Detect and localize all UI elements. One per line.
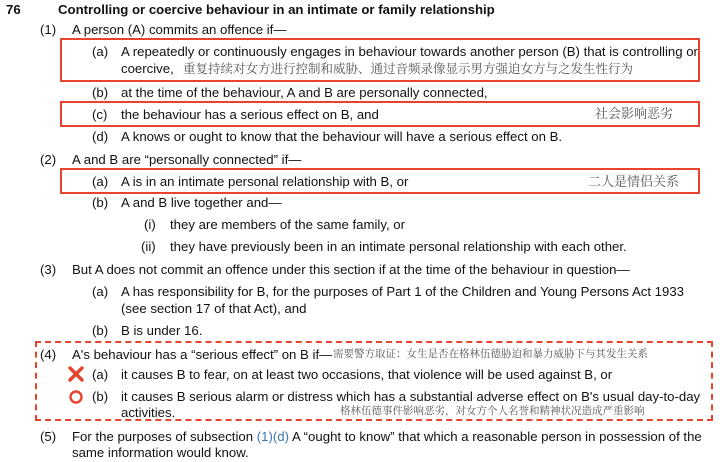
item-2ii-label: (ii) <box>141 239 156 254</box>
item-2i-text: they are members of the same family, or <box>170 217 406 232</box>
item-1a-line1: A repeatedly or continuously engages in behaviour towards another person (B) that is controlling or <box>121 44 698 59</box>
item-4b-label: (b) <box>92 389 109 404</box>
annotation-4b: 格林伍德事件影响恶劣，对女方个人名誉和精神状况造成严重影响 <box>340 405 645 417</box>
subsection-5-line2: same information would know. <box>72 445 249 460</box>
subsection-2-text: A and B are “personally connected” if— <box>72 152 302 167</box>
item-1d-label: (d) <box>92 129 109 144</box>
circle-icon <box>68 389 84 405</box>
subsection-1-text: A person (A) commits an offence if— <box>72 22 287 37</box>
item-1b-text: at the time of the behaviour, A and B are personally connected, <box>121 85 488 100</box>
item-2a-label: (a) <box>92 174 109 189</box>
annotation-4-header: 需要警方取证：女生是否在格林伍德胁迫和暴力威胁下与其发生关系 <box>333 348 648 360</box>
subsection-4-number: (4) <box>40 347 57 362</box>
item-1c-label: (c) <box>92 107 108 122</box>
subsection-3-number: (3) <box>40 262 57 277</box>
subsection-3-text: But A does not commit an offence under this section if at the time of the behaviour in question— <box>72 262 630 277</box>
item-1a-line2: coercive, <box>121 61 174 76</box>
subsection-2-number: (2) <box>40 152 57 167</box>
subsection-5-number: (5) <box>40 429 57 444</box>
item-4b-line2: activities. <box>121 405 176 420</box>
item-3b-label: (b) <box>92 323 109 338</box>
item-3b-text: B is under 16. <box>121 323 203 338</box>
subsection-5-line1 <box>72 428 702 445</box>
item-2ii-text: they have previously been in an intimate personal relationship with each other. <box>170 239 627 254</box>
item-4b-line1: it causes B serious alarm or distress which has a substantial adverse effect on B's usual day-to-day <box>121 389 701 404</box>
annotation-2a: 二人是情侣关系 <box>588 175 680 190</box>
section-number: 76 <box>6 2 21 17</box>
section-title: Controlling or coercive behaviour in an intimate or family relationship <box>58 2 495 17</box>
item-1a-label: (a) <box>92 44 109 59</box>
subsection-1-number: (1) <box>40 22 57 37</box>
item-3a-line1: A has responsibility for B, for the purposes of Part 1 of the Children and Young Persons Act 1933 <box>121 284 685 299</box>
subsection-1d-link[interactable]: (1)(d) <box>256 429 289 444</box>
item-4a-text: it causes B to fear, on at least two occasions, that violence will be used against B, or <box>121 367 613 382</box>
annotation-1c: 社会影响恶劣 <box>595 107 674 122</box>
subsection-4-text: A's behaviour has a “serious effect” on B if— <box>72 347 333 362</box>
subsection-5-text-after: A “ought to know” that which a reasonable person in possession of the <box>291 429 702 444</box>
item-3a-label: (a) <box>92 284 109 299</box>
item-4a-label: (a) <box>92 367 109 382</box>
item-1c-text: the behaviour has a serious effect on B, and <box>121 107 379 122</box>
item-1b-label: (b) <box>92 85 109 100</box>
annotation-1a: 重复持续对女方进行控制和威胁、通过音频录像显示男方强迫女方与之发生性行为 <box>183 61 634 76</box>
item-2i-label: (i) <box>144 217 156 232</box>
item-2a-text: A is in an intimate personal relationship with B, or <box>121 174 409 189</box>
item-3a-line2: (see section 17 of that Act), and <box>121 301 307 316</box>
item-2b-text: A and B live together and— <box>121 195 282 210</box>
cross-icon <box>67 365 85 383</box>
item-1d-text: A knows or ought to know that the behaviour will have a serious effect on B. <box>121 129 563 144</box>
subsection-5-text-before: For the purposes of subsection <box>72 429 254 444</box>
item-2b-label: (b) <box>92 195 109 210</box>
